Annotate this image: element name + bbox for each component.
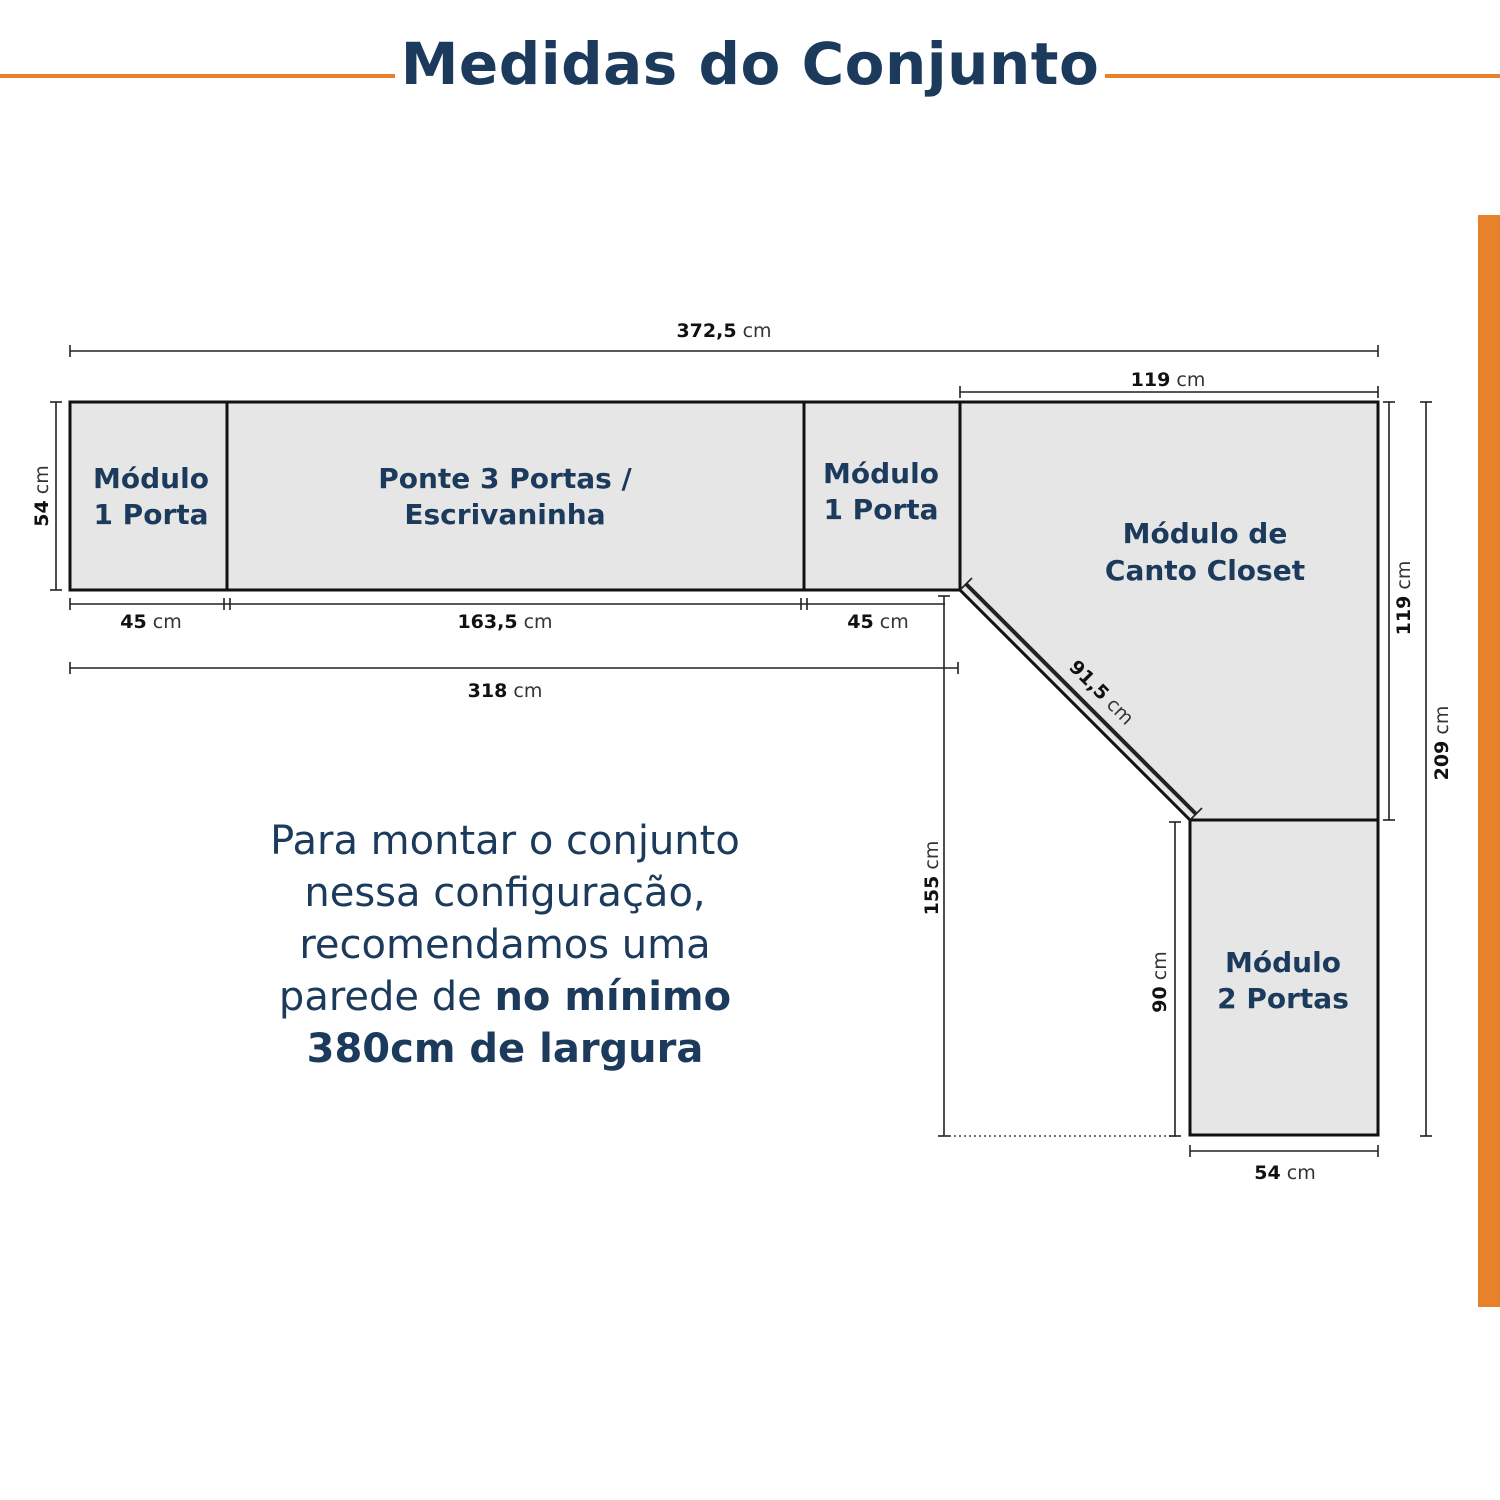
note-line-4-bold: no mínimo — [494, 974, 732, 1020]
module-1-label-line2: 1 Porta — [93, 498, 209, 531]
module-4-label-line2: Canto Closet — [1104, 554, 1306, 587]
note-line-4 — [205, 971, 805, 1023]
dim-mod1-unit: cm — [152, 611, 182, 633]
dim-depth-left-unit: cm — [31, 465, 53, 495]
dim-corner-side — [1383, 402, 1415, 820]
dim-corner-top-unit: cm — [1176, 369, 1206, 391]
recommendation-note — [205, 815, 805, 1075]
dim-corner-side-value: 119 — [1393, 595, 1415, 636]
dim-bridge-value: 163,5 — [457, 611, 518, 633]
module-1-label-line1: Módulo — [93, 462, 209, 495]
note-line-5 — [205, 1023, 805, 1075]
svg-text:54 cm — [31, 465, 53, 526]
dim-drop-155 — [921, 596, 950, 1136]
dim-total-height — [1420, 402, 1453, 1136]
dim-mod5-height-unit: cm — [1149, 951, 1171, 981]
dim-diagonal-value: 91,5 — [1064, 656, 1114, 705]
note-line-2: nessa configuração, — [304, 870, 706, 916]
module-3-label-line1: Módulo — [823, 457, 939, 490]
svg-text:54 cm — [1254, 1162, 1315, 1184]
dim-depth-left — [31, 402, 62, 590]
module-5-label-line1: Módulo — [1225, 946, 1341, 979]
svg-text:372,5 cm — [676, 320, 771, 342]
svg-text:119 cm — [1131, 369, 1206, 391]
svg-text:45 cm — [120, 611, 181, 633]
dim-mod5-height — [1149, 822, 1181, 1136]
dim-left-run — [70, 662, 958, 702]
svg-text:45 cm — [847, 611, 908, 633]
dim-mod3-unit: cm — [879, 611, 909, 633]
dim-diagonal-unit: cm — [1101, 693, 1138, 730]
note-line-4-normal: parede de — [278, 974, 495, 1020]
note-line-1: Para montar o conjunto — [270, 818, 740, 864]
module-4-label-line1: Módulo de — [1122, 517, 1288, 550]
dim-corner-side-unit: cm — [1393, 560, 1415, 590]
dim-mod5-width-unit: cm — [1286, 1162, 1316, 1184]
dim-mod1-value: 45 — [120, 611, 147, 633]
svg-text:163,5 cm — [457, 611, 552, 633]
module-ponte-escrivaninha — [227, 402, 804, 590]
svg-text:318 cm — [468, 680, 543, 702]
dim-mod3-value: 45 — [847, 611, 874, 633]
module-canto-closet — [960, 402, 1378, 820]
dim-total-width-value: 372,5 — [676, 320, 737, 342]
dim-total-height-unit: cm — [1431, 705, 1453, 735]
dim-left-run-value: 318 — [467, 680, 508, 702]
dim-bridge-unit: cm — [523, 611, 553, 633]
module-1-porta-left — [70, 402, 227, 590]
dim-corner-top-value: 119 — [1130, 369, 1171, 391]
dim-drop-155-unit: cm — [921, 840, 943, 870]
dim-total-height-value: 209 — [1431, 740, 1453, 781]
note-line-3: recomendamos uma — [299, 922, 711, 968]
svg-text:119 cm — [1393, 561, 1415, 636]
dim-mod5-width — [1190, 1145, 1378, 1184]
module-3-label-line2: 1 Porta — [823, 493, 939, 526]
module-2-label-line1: Ponte 3 Portas / — [378, 462, 632, 495]
svg-text:90 cm — [1149, 951, 1171, 1012]
dim-corner-top — [960, 369, 1378, 398]
dim-module-widths — [70, 598, 945, 633]
dim-total-width-unit: cm — [742, 320, 772, 342]
module-5-label-line2: 2 Portas — [1217, 982, 1349, 1015]
dim-mod5-height-value: 90 — [1149, 986, 1171, 1013]
page-title: Medidas do Conjunto — [400, 30, 1100, 98]
svg-text:155 cm — [921, 841, 943, 916]
dim-depth-left-value: 54 — [31, 500, 53, 527]
note-line-5-bold: 380cm de largura — [306, 1026, 704, 1072]
dim-left-run-unit: cm — [513, 680, 543, 702]
dim-total-width — [70, 320, 1378, 357]
dim-mod5-width-value: 54 — [1254, 1162, 1281, 1184]
module-2-label-line2: Escrivaninha — [404, 498, 606, 531]
svg-text:209 cm — [1431, 706, 1453, 781]
dim-drop-155-value: 155 — [921, 875, 943, 916]
